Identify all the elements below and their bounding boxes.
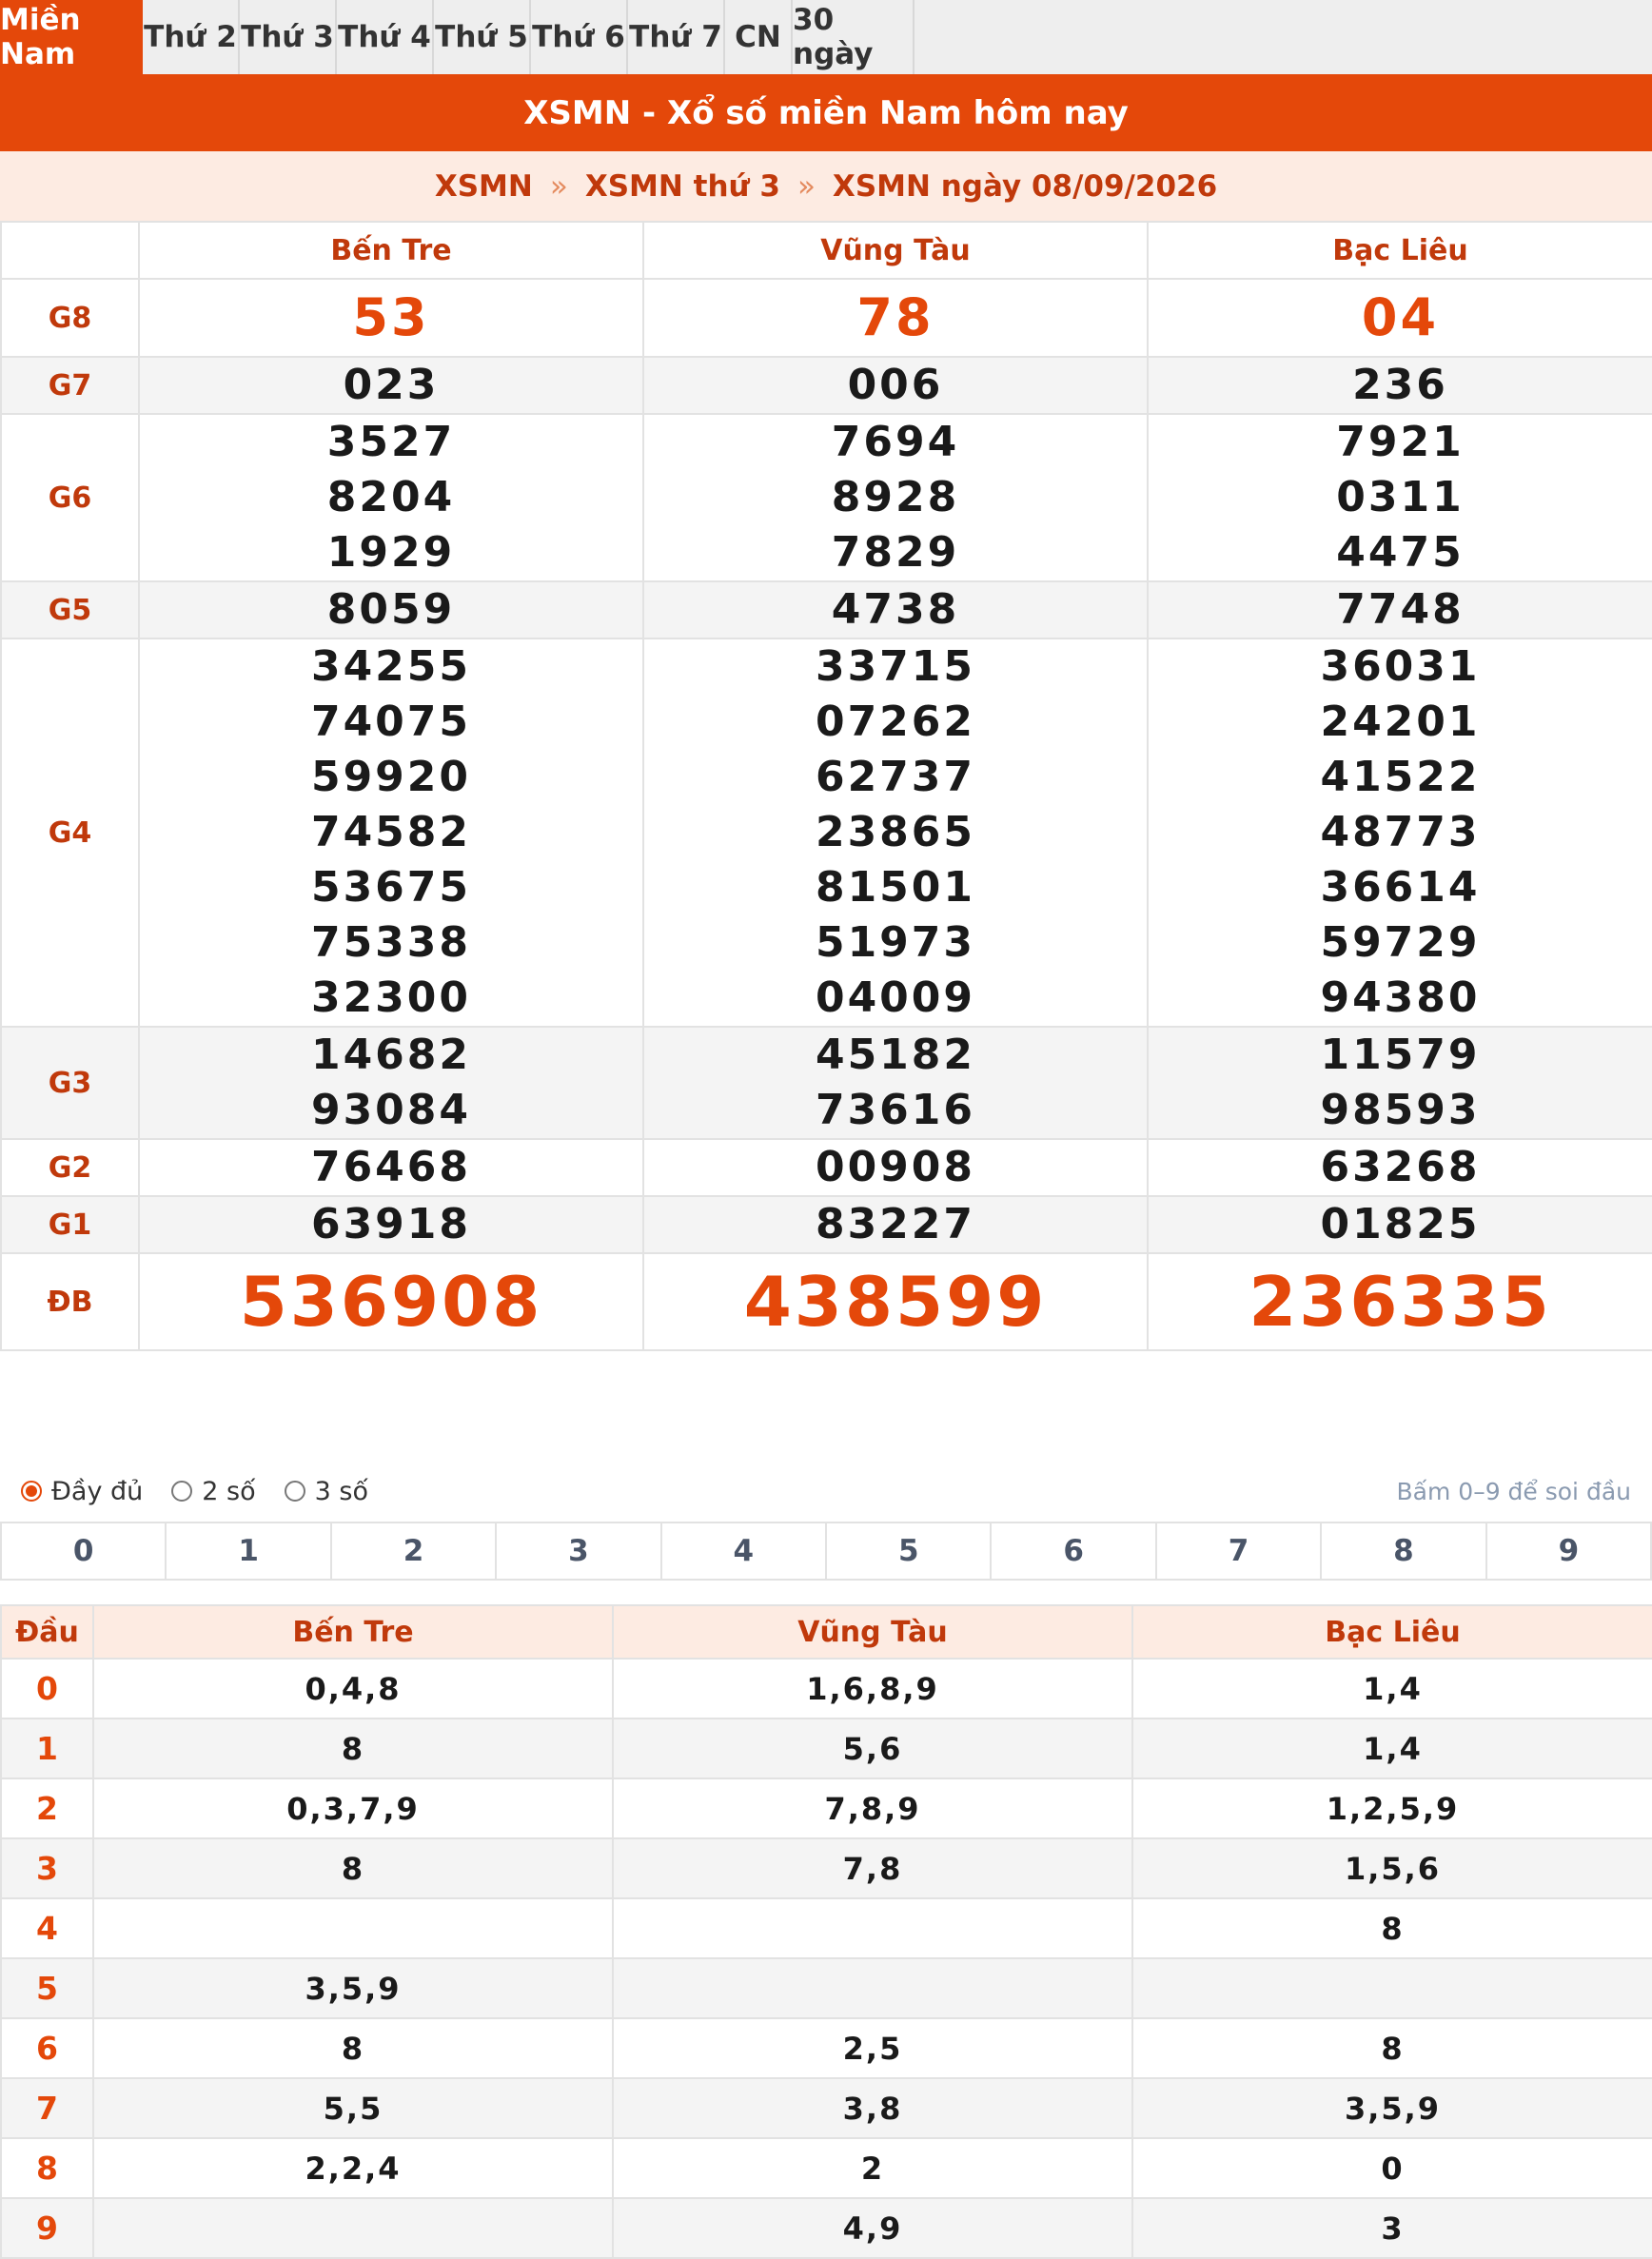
prize-number: 36614 [1320, 863, 1481, 912]
radio-button[interactable] [285, 1481, 305, 1502]
breadcrumb-link-weekday[interactable]: XSMN thứ 3 [584, 168, 780, 204]
head-table [0, 1604, 1652, 2259]
tail-digits-cell: 1,2,5,9 [1132, 1778, 1652, 1838]
province-header[interactable]: Bạc Liêu [1148, 222, 1652, 279]
digit-button-1[interactable]: 1 [167, 1523, 331, 1579]
prize-number: 81501 [815, 863, 976, 912]
dau-digit: 3 [1, 1838, 93, 1898]
breadcrumb [0, 151, 1652, 221]
tail-digits-cell: 8 [93, 2018, 613, 2078]
prize-number: 7694 [831, 418, 960, 466]
prize-cell [1148, 1139, 1652, 1196]
prize-number: 78 [856, 287, 934, 347]
province-header: Vũng Tàu [613, 1605, 1132, 1659]
head-row [1, 1898, 1652, 1958]
tail-digits-cell: 3 [1132, 2198, 1652, 2258]
digit-button-2[interactable]: 2 [332, 1523, 497, 1579]
tail-digits-cell: 0 [1132, 2138, 1652, 2198]
prize-cell [139, 1196, 643, 1253]
view-options [0, 1461, 1652, 1522]
tail-digits-cell: 3,5,9 [93, 1958, 613, 2018]
prize-number: 01825 [1320, 1200, 1481, 1248]
prize-number: 53675 [310, 863, 472, 912]
prize-cell [643, 414, 1148, 581]
prize-number: 236335 [1249, 1262, 1552, 1342]
prize-cell [643, 1027, 1148, 1139]
digit-hint: Bấm 0–9 để soi đầu [1396, 1477, 1631, 1505]
radio-button[interactable] [21, 1481, 42, 1502]
digit-button-9[interactable]: 9 [1558, 1534, 1580, 1568]
prize-number: 438599 [743, 1262, 1048, 1342]
prize-cell [1148, 638, 1652, 1027]
prize-number: 76468 [310, 1143, 472, 1191]
tail-digits-cell [1132, 1958, 1652, 2018]
prize-number: 04 [1361, 287, 1440, 347]
tail-digits-cell: 8 [93, 1719, 613, 1778]
digit-button-7[interactable]: 7 [1157, 1523, 1322, 1579]
digit-button-4[interactable]: 4 [662, 1523, 827, 1579]
tab-day-2[interactable]: Thứ 3 [240, 0, 337, 74]
breadcrumb-current-date[interactable]: XSMN ngày 08/09/2026 [832, 168, 1218, 204]
dau-digit: 2 [1, 1778, 93, 1838]
prize-row [1, 1253, 1652, 1350]
tab-day-1[interactable]: Thứ 2 [143, 0, 240, 74]
prize-cell [1148, 581, 1652, 638]
prize-cell [139, 414, 643, 581]
prize-cell [1148, 1027, 1652, 1139]
tab-day-4[interactable]: Thứ 5 [434, 0, 531, 74]
prize-column-header [1, 222, 139, 279]
dau-digit: 1 [1, 1719, 93, 1778]
tail-digits-cell [613, 1898, 1132, 1958]
prize-number: 41522 [1320, 753, 1481, 801]
tail-digits-cell: 1,6,8,9 [613, 1659, 1132, 1719]
prize-number: 48773 [1320, 808, 1481, 856]
prize-number: 00908 [815, 1143, 976, 1191]
head-row [1, 1659, 1652, 1719]
prize-number: 7829 [831, 528, 960, 577]
prize-number: 536908 [239, 1262, 543, 1342]
tab-day-5[interactable]: Thứ 6 [531, 0, 628, 74]
prize-number: 73616 [815, 1086, 976, 1134]
prize-number: 36031 [1320, 642, 1481, 691]
prize-row [1, 581, 1652, 638]
prize-number: 33715 [815, 642, 976, 691]
prize-label: G2 [1, 1139, 139, 1196]
dau-digit: 6 [1, 2018, 93, 2078]
digit-button-0[interactable]: 0 [2, 1523, 167, 1579]
province-header[interactable]: Bến Tre [139, 222, 643, 279]
dau-digit: 7 [1, 2078, 93, 2138]
prize-label: G7 [1, 357, 139, 414]
prize-cell [643, 581, 1148, 638]
head-row [1, 1719, 1652, 1778]
prize-number: 23865 [815, 808, 976, 856]
prize-number: 3527 [326, 418, 456, 466]
prize-cell [139, 638, 643, 1027]
option-3-digit[interactable] [285, 1477, 368, 1506]
prize-number: 4475 [1336, 528, 1465, 577]
prize-number: 32300 [310, 973, 472, 1022]
tail-digits-cell: 2 [613, 2138, 1132, 2198]
prize-number: 8204 [326, 473, 456, 521]
prize-row [1, 1139, 1652, 1196]
prize-number: 45182 [815, 1031, 976, 1079]
tail-digits-cell: 7,8 [613, 1838, 1132, 1898]
digit-button-8[interactable]: 8 [1322, 1523, 1486, 1579]
option-label: 2 số [202, 1476, 256, 1506]
tail-digits-cell: 1,5,6 [1132, 1838, 1652, 1898]
prize-number: 1929 [326, 528, 456, 577]
prize-number: 0311 [1336, 473, 1465, 521]
prize-cell [139, 279, 643, 357]
prize-cell [139, 1139, 643, 1196]
tail-digits-cell: 4,9 [613, 2198, 1132, 2258]
prize-cell [1148, 279, 1652, 357]
head-row [1, 1958, 1652, 2018]
prize-cell [1148, 357, 1652, 414]
region-tabs [0, 0, 1652, 74]
head-row [1, 1838, 1652, 1898]
head-row [1, 2198, 1652, 2258]
option-label: Đầy đủ [51, 1476, 144, 1506]
prize-number: 93084 [310, 1086, 472, 1134]
dau-digit: 4 [1, 1898, 93, 1958]
radio-button[interactable] [171, 1481, 192, 1502]
tab-day-3[interactable]: Thứ 4 [337, 0, 434, 74]
prize-number: 94380 [1320, 973, 1481, 1022]
prize-row [1, 638, 1652, 1027]
prize-label: ĐB [1, 1253, 139, 1350]
prize-number: 7748 [1336, 585, 1465, 634]
tail-digits-cell: 8 [1132, 2018, 1652, 2078]
breadcrumb-separator: » [549, 168, 568, 204]
prize-number: 59729 [1320, 918, 1481, 967]
dau-column-header: Đầu [1, 1605, 93, 1659]
province-header[interactable]: Vũng Tàu [643, 222, 1148, 279]
tail-digits-cell: 0,3,7,9 [93, 1778, 613, 1838]
head-row [1, 1778, 1652, 1838]
prize-number: 59920 [310, 753, 472, 801]
prize-label: G3 [1, 1027, 139, 1139]
prize-cell [643, 1196, 1148, 1253]
prize-number: 63918 [310, 1200, 472, 1248]
tail-digits-cell [93, 1898, 613, 1958]
prize-cell [139, 357, 643, 414]
tail-digits-cell: 5,5 [93, 2078, 613, 2138]
breadcrumb-link-xsmn[interactable]: XSMN [434, 168, 533, 204]
tail-digits-cell: 2,5 [613, 2018, 1132, 2078]
prize-row [1, 357, 1652, 414]
tail-digits-cell: 2,2,4 [93, 2138, 613, 2198]
breadcrumb-separator: » [796, 168, 816, 204]
province-header: Bạc Liêu [1132, 1605, 1652, 1659]
tail-digits-cell: 8 [93, 1838, 613, 1898]
prize-cell [1148, 1253, 1652, 1350]
prize-label: G1 [1, 1196, 139, 1253]
head-row [1, 2018, 1652, 2078]
prize-cell [139, 1027, 643, 1139]
tail-digits-cell: 3,8 [613, 2078, 1132, 2138]
dau-digit: 5 [1, 1958, 93, 2018]
prize-number: 98593 [1320, 1086, 1481, 1134]
dau-digit: 8 [1, 2138, 93, 2198]
tail-digits-cell: 3,5,9 [1132, 2078, 1652, 2138]
prize-number: 74582 [310, 808, 472, 856]
prize-number: 006 [847, 361, 944, 409]
prize-label: G5 [1, 581, 139, 638]
prize-row [1, 1196, 1652, 1253]
option-label: 3 số [314, 1476, 368, 1506]
prize-number: 83227 [815, 1200, 976, 1248]
province-header-row [1, 222, 1652, 279]
tab-day-8[interactable]: 30 ngày [793, 0, 914, 74]
head-row [1, 2078, 1652, 2138]
prize-number: 34255 [310, 642, 472, 691]
prize-number: 63268 [1320, 1143, 1481, 1191]
tail-digits-cell: 8 [1132, 1898, 1652, 1958]
tail-digits-cell [613, 1958, 1132, 2018]
prize-number: 8059 [326, 585, 456, 634]
prize-cell [643, 357, 1148, 414]
prize-number: 8928 [831, 473, 960, 521]
province-header: Bến Tre [93, 1605, 613, 1659]
tab-mien-nam[interactable]: Miền Nam [0, 0, 143, 74]
page-title: XSMN - Xổ số miền Nam hôm nay [0, 74, 1652, 151]
option-2-digit[interactable] [171, 1477, 255, 1506]
prize-label: G6 [1, 414, 139, 581]
dau-digit: 0 [1, 1659, 93, 1719]
prize-number: 53 [352, 287, 430, 347]
head-row [1, 2138, 1652, 2198]
prize-cell [139, 581, 643, 638]
tail-digits-cell [93, 2198, 613, 2258]
prize-number: 236 [1352, 361, 1448, 409]
prize-number: 51973 [815, 918, 976, 967]
prize-number: 4738 [831, 585, 960, 634]
results-table [0, 221, 1652, 1351]
prize-cell [643, 638, 1148, 1027]
prize-row [1, 1027, 1652, 1139]
prize-number: 7921 [1336, 418, 1465, 466]
prize-number: 62737 [815, 753, 976, 801]
tab-day-6[interactable]: Thứ 7 [628, 0, 725, 74]
tail-digits-cell: 5,6 [613, 1719, 1132, 1778]
prize-label: G4 [1, 638, 139, 1027]
head-table-header-row [1, 1605, 1652, 1659]
prize-number: 11579 [1320, 1031, 1481, 1079]
prize-number: 75338 [310, 918, 472, 967]
prize-number: 04009 [815, 973, 976, 1022]
prize-number: 14682 [310, 1031, 472, 1079]
prize-number: 023 [343, 361, 440, 409]
tab-day-7[interactable]: CN [725, 0, 793, 74]
dau-digit: 9 [1, 2198, 93, 2258]
tail-digits-cell: 7,8,9 [613, 1778, 1132, 1838]
prize-cell [1148, 1196, 1652, 1253]
tail-digits-cell: 0,4,8 [93, 1659, 613, 1719]
prize-cell [139, 1253, 643, 1350]
prize-label: G8 [1, 279, 139, 357]
prize-row [1, 414, 1652, 581]
digit-button-6[interactable]: 6 [992, 1523, 1156, 1579]
prize-cell [643, 279, 1148, 357]
prize-cell [643, 1253, 1148, 1350]
prize-cell [1148, 414, 1652, 581]
prize-number: 24201 [1320, 697, 1481, 746]
prize-number: 07262 [815, 697, 976, 746]
digit-button-3[interactable]: 3 [497, 1523, 661, 1579]
digit-button-5[interactable]: 5 [827, 1523, 992, 1579]
digit-filter-row [0, 1522, 1652, 1581]
tail-digits-cell: 1,4 [1132, 1659, 1652, 1719]
prize-row [1, 279, 1652, 357]
option-full[interactable] [21, 1477, 143, 1506]
prize-number: 74075 [310, 697, 472, 746]
prize-cell [643, 1139, 1148, 1196]
tail-digits-cell: 1,4 [1132, 1719, 1652, 1778]
